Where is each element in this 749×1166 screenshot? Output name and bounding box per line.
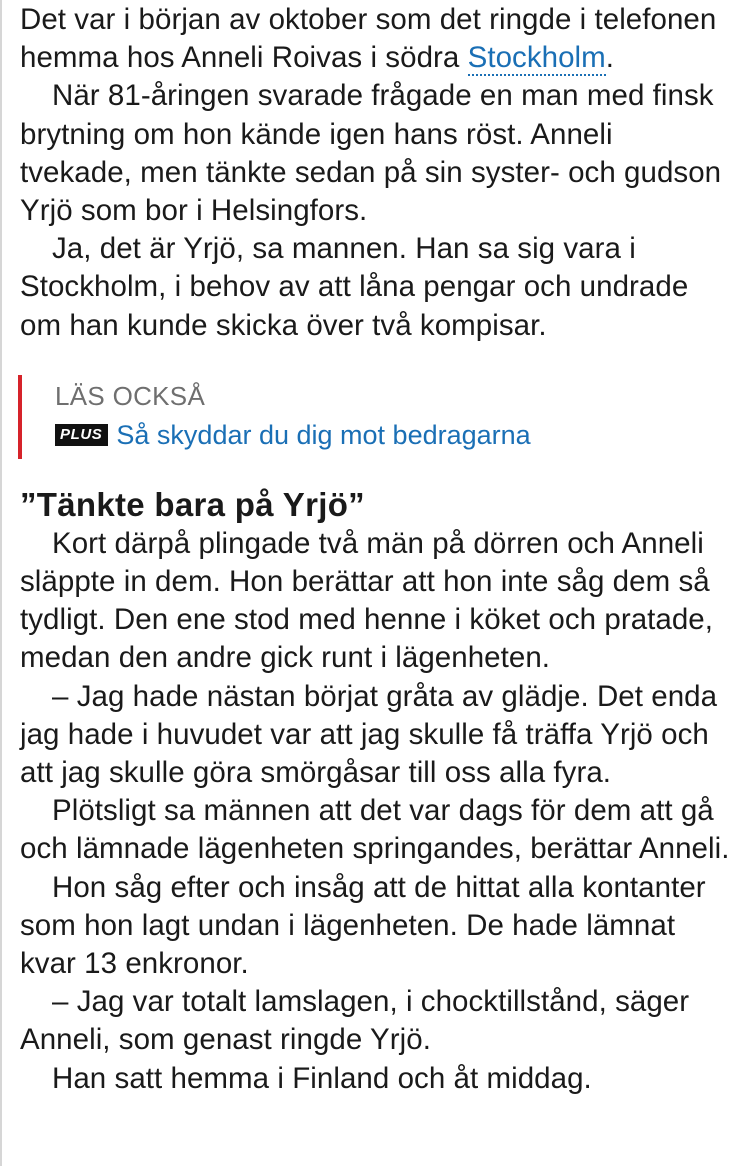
article-paragraph-1 [20, 1, 732, 77]
article-paragraph-6: Plötsligt sa männen att det var dags för dem att gå och lämnade lägenheten springandes, berättar Anneli. [20, 794, 730, 866]
left-border-line [0, 0, 2, 1166]
stockholm-link[interactable]: Stockholm [467, 41, 606, 75]
read-also-box [18, 375, 732, 459]
article-paragraph-8: – Jag var totalt lamslagen, i chocktillstånd, säger Anneli, som genast ringde Yrjö. [20, 985, 690, 1057]
article-paragraph-7: Hon såg efter och insåg att de hittat alla kontanter som hon lagt undan i lägenheten. De hade lämnat kvar 13 enkronor. [20, 870, 706, 981]
paragraph-text: Det var i början av oktober som det ringde i telefonen hemma hos Anneli Roivas i södra [20, 3, 717, 75]
plus-badge: PLUS [55, 424, 108, 446]
article-paragraph-2: När 81-åringen svarade frågade en man med finsk brytning om hon kände igen hans röst. Anneli tvekade, men tänkte sedan på sin syster- och gudson Yrjö som bor i Helsingfors. [20, 79, 722, 228]
article-paragraph-3: Ja, det är Yrjö, sa mannen. Han sa sig vara i Stockholm, i behov av att låna pengar och undrade om han kunde skicka över två kompisar. [20, 232, 689, 342]
article-paragraph-4: Kort därpå plingade två män på dörren och Anneli släppte in dem. Hon berättar att hon inte såg dem så tydligt. Den ene stod med henne i köket och pratade, medan den andre gick runt i lägenheten. [20, 526, 714, 675]
paragraph-punctuation: . [605, 41, 615, 75]
article-body [20, 0, 732, 1098]
article-paragraph-5: – Jag hade nästan börjat gråta av glädje. Det enda jag hade i huvudet var att jag skulle få träffa Yrjö och att jag skulle göra smörgåsar till oss alla fyra. [20, 679, 718, 790]
article-paragraph-9: Han satt hemma i Finland och åt middag. [52, 1061, 592, 1095]
read-also-item[interactable] [55, 417, 732, 453]
read-also-title: LÄS OCKSÅ [55, 380, 206, 411]
section-subheading: ”Tänkte bara på Yrjö” [20, 485, 365, 523]
read-also-link[interactable]: Så skyddar du dig mot bedragarna [116, 419, 531, 450]
